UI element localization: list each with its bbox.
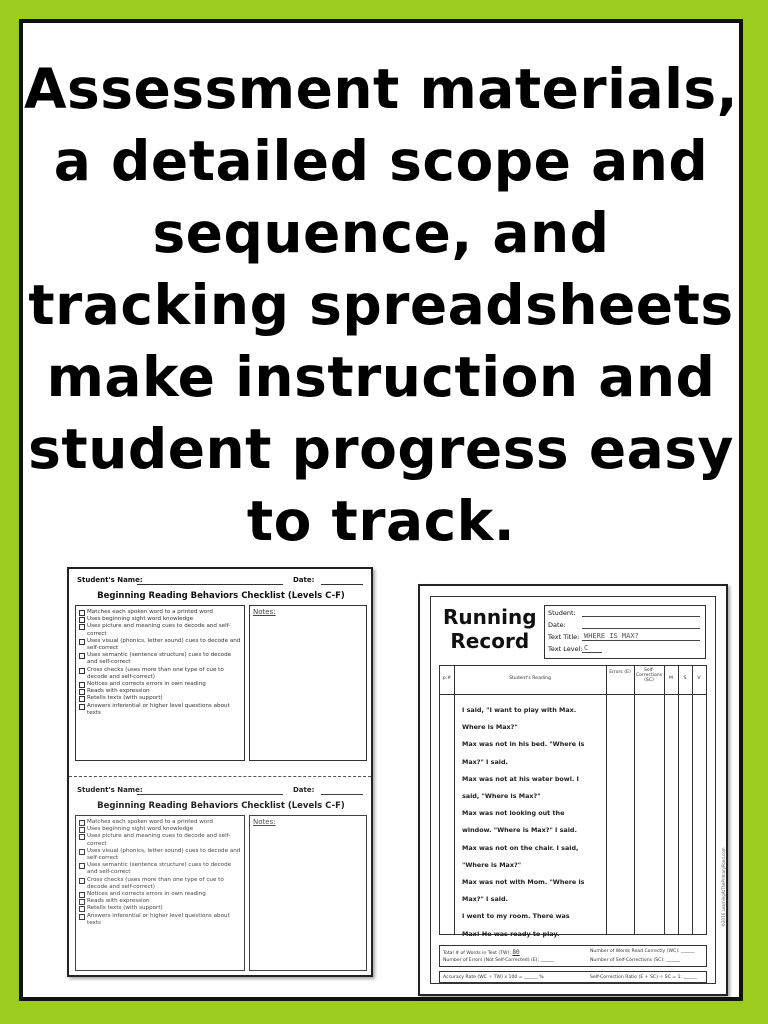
column-divider <box>634 666 635 934</box>
checkbox-icon <box>79 704 85 710</box>
reading-line: Max was not in his bed. "Where is <box>462 740 585 749</box>
text-level-value: C <box>584 644 589 652</box>
text-level-field <box>548 644 589 653</box>
column-header: Self-Corrections (SC) <box>635 668 663 683</box>
date-line <box>321 584 363 585</box>
date-label: Date: <box>293 576 315 584</box>
checkbox-icon <box>79 639 85 645</box>
checklist-worksheet <box>67 567 373 977</box>
checkbox-icon <box>79 863 85 869</box>
checklist-copy-bottom <box>75 785 367 975</box>
notes-box <box>249 605 367 761</box>
date-line <box>321 794 363 795</box>
total-words-value: 80 <box>512 949 520 956</box>
table-header <box>440 666 706 695</box>
running-record-title <box>443 605 537 653</box>
ratio-label: Self-Correction Ratio (E + SC) ÷ SC = 1: ______ <box>590 975 698 980</box>
checkbox-icon <box>79 653 85 659</box>
checkbox-icon <box>79 906 85 912</box>
checklist-item: Notices and corrects errors in own reading <box>79 891 241 898</box>
reading-line: I said, "I want to play with Max. <box>462 706 577 714</box>
title-line-2: Record <box>450 629 530 653</box>
headline-line: Assessment materials, <box>23 57 739 121</box>
column-header: M <box>669 676 673 681</box>
column-divider <box>678 666 679 934</box>
reading-line: Where is Max?" <box>462 723 518 732</box>
cut-line <box>69 776 371 777</box>
checklist-item: Notices and corrects errors in own reading <box>79 681 241 688</box>
student-field <box>548 609 576 617</box>
checklist-item: Uses visual (phonics, letter sound) cues to decode and self-correct <box>79 638 241 652</box>
checkbox-icon <box>79 878 85 884</box>
notes-label: Notes: <box>253 608 276 616</box>
student-name-line <box>137 584 283 585</box>
accuracy-label: Accuracy Rate (WC ÷ TW) x 100 = ______ % <box>443 975 544 980</box>
checklist-item: Matches each spoken word to a printed word <box>79 609 241 616</box>
reading-line: Max! He was ready to play. <box>462 929 560 938</box>
checklist-item: Uses visual (phonics, letter sound) cues to decode and self-correct <box>79 848 241 862</box>
notes-label: Notes: <box>253 818 276 826</box>
student-name-row <box>75 575 367 587</box>
checklist-item: Uses beginning sight word knowledge <box>79 826 241 833</box>
checklist-item: Retells texts (with support) <box>79 695 241 702</box>
errors-label: Number of Errors (Not Self-Corrected) (E): ______ <box>443 958 555 963</box>
headline-line: sequence, and <box>152 201 610 265</box>
checklist-item: Uses beginning sight word knowledge <box>79 616 241 623</box>
reading-line: Max was not with Mom. "Where is <box>462 878 585 887</box>
column-header: S <box>683 676 687 681</box>
checkbox-icon <box>79 827 85 833</box>
student-name-line <box>137 794 283 795</box>
running-record-border <box>430 596 726 984</box>
checkbox-icon <box>79 689 85 695</box>
reading-line: window. "Where is Max?" I said. <box>462 826 577 835</box>
field-line <box>582 640 700 641</box>
headline-line: make instruction and <box>46 345 716 409</box>
reading-line: Max was not looking out the <box>462 809 565 818</box>
column-divider <box>454 666 455 934</box>
checkbox-icon <box>79 899 85 905</box>
student-reading-text <box>462 702 612 943</box>
text-title-value: WHERE IS MAX? <box>584 632 639 640</box>
headline <box>23 53 739 557</box>
reading-line: I went to my room. There was <box>462 912 570 921</box>
checkbox-icon <box>79 624 85 630</box>
student-label: Student: <box>548 609 576 617</box>
column-header: Student's Reading <box>509 676 551 681</box>
date-label: Date: <box>293 786 315 794</box>
checkbox-icon <box>79 834 85 840</box>
checkbox-icon <box>79 696 85 702</box>
checkbox-icon <box>79 849 85 855</box>
checklist-item: Cross checks (uses more than one type of cue to decode and self-correct) <box>79 877 241 891</box>
field-line <box>582 652 602 653</box>
reading-line: "Where is Max?" <box>462 860 522 869</box>
checklist-item: Reads with expression <box>79 688 241 695</box>
self-corrections-label: Number of Self-Corrections (SC): ______ <box>590 958 680 963</box>
checklist-item: Reads with expression <box>79 898 241 905</box>
checklist-item: Uses picture and meaning cues to decode and self-correct <box>79 623 241 637</box>
column-divider <box>692 666 693 934</box>
column-header: p.# <box>442 676 452 681</box>
copyright-text: ©2016 LearningAtThePrimaryPond.com <box>721 847 726 927</box>
date-field <box>548 621 566 629</box>
checklist-copy-top <box>75 575 367 765</box>
checkbox-icon <box>79 682 85 688</box>
reading-line: Max?" I said. <box>462 895 508 904</box>
checklist-item: Uses semantic (sentence structure) cues to decode and self-correct <box>79 862 241 876</box>
ad-frame <box>19 19 743 1001</box>
checklist-item: Retells texts (with support) <box>79 905 241 912</box>
title-line-1: Running <box>443 605 537 629</box>
text-title-field <box>548 632 639 641</box>
checklist-item: Cross checks (uses more than one type of cue to decode and self-correct) <box>79 667 241 681</box>
headline-line: tracking spreadsheets <box>28 273 734 337</box>
total-words-label: Total # of Words in Text (TW): <box>443 951 511 956</box>
reading-table <box>439 665 707 938</box>
checkbox-icon <box>79 820 85 826</box>
reading-line: Max was not on the chair. I said, <box>462 843 579 852</box>
headline-line: a detailed scope and <box>53 129 709 193</box>
student-name-label: Student's Name: <box>77 576 143 584</box>
headline-line: to track. <box>246 489 516 553</box>
field-line <box>582 616 700 617</box>
date-label: Date: <box>548 621 566 629</box>
record-fields <box>544 605 706 659</box>
student-name-label: Student's Name: <box>77 786 143 794</box>
running-record-worksheet <box>418 584 728 996</box>
total-words-row <box>443 949 520 956</box>
headline-line: student progress easy <box>28 417 734 481</box>
checkbox-icon <box>79 914 85 920</box>
checkbox-icon <box>79 617 85 623</box>
checklist-title: Beginning Reading Behaviors Checklist (Levels C-F) <box>97 801 345 811</box>
checkbox-icon <box>79 892 85 898</box>
checkbox-icon <box>79 668 85 674</box>
column-header: V <box>697 676 701 681</box>
checklist-item: Uses semantic (sentence structure) cues to decode and self-correct <box>79 652 241 666</box>
checklist-item: Answers inferential or higher level questions about texts <box>79 703 241 717</box>
checklist-items <box>75 815 245 971</box>
checklist-item: Matches each spoken word to a printed word <box>79 819 241 826</box>
field-line <box>582 628 700 629</box>
column-divider <box>664 666 665 934</box>
checklist-item: Answers inferential or higher level questions about texts <box>79 913 241 927</box>
summary-box <box>439 945 707 967</box>
reading-line: Max?" I said. <box>462 757 508 766</box>
text-level-label: Text Level: <box>548 645 583 653</box>
notes-box <box>249 815 367 971</box>
reading-line: said, "Where is Max?" <box>462 792 541 801</box>
words-correct-label: Number of Words Read Correctly (WC): ______ <box>590 949 695 954</box>
checklist-item: Uses picture and meaning cues to decode and self-correct <box>79 833 241 847</box>
reading-line: Max was not at his water bowl. I <box>462 774 579 783</box>
student-name-row <box>75 785 367 797</box>
ratio-box <box>439 971 707 983</box>
column-header: Errors (E) <box>609 670 631 675</box>
checkbox-icon <box>79 610 85 616</box>
text-title-label: Text Title: <box>548 633 580 641</box>
checklist-title: Beginning Reading Behaviors Checklist (Levels C-F) <box>97 591 345 601</box>
checklist-items <box>75 605 245 761</box>
